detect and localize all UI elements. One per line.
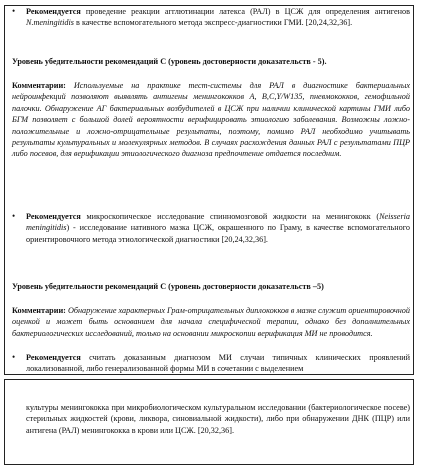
recommendation-3-continuation bbox=[26, 402, 410, 436]
comment-lead: Комментарии: bbox=[12, 306, 66, 315]
recommendation-lead: Рекомендуется bbox=[26, 212, 81, 221]
recommendation-text: ) - исследование нативного мазка ЦСЖ, окрашенного по Граму, в качестве вспомогательного ориентировочного метода этиологической диагностики [20,24,32,36]. bbox=[26, 223, 410, 244]
comment-text: Обнаружение характерных Грам-отрицательных диплококков в мазке служит ориентировочной оценкой и может быть основанием для начала специфической терапии, однако без дополнительных бактериологических исследований, только на основании микроскопии верификация МИ не проводится. bbox=[12, 306, 410, 338]
recommendation-3 bbox=[26, 352, 410, 375]
species-name: Neisseria meningitidis bbox=[26, 212, 410, 233]
recommendation-lead: Рекомендуется bbox=[26, 7, 81, 16]
species-name: N.meningitidis bbox=[26, 18, 74, 28]
evidence-level-text: Уровень убедительности рекомендаций С (уровень достоверности доказательств - 5). bbox=[12, 57, 327, 66]
evidence-level-1 bbox=[12, 56, 410, 67]
comment-1 bbox=[12, 80, 410, 160]
comment-lead: Комментарии: bbox=[12, 81, 66, 90]
recommendation-2 bbox=[26, 211, 410, 245]
evidence-level-2 bbox=[12, 281, 410, 292]
recommendation-text: в качестве вспомогательного метода экспресс-диагностики ГМИ. [20,24,32,36]. bbox=[74, 18, 353, 28]
bullet-icon: • bbox=[12, 6, 16, 16]
comment-text: Используемые на практике тест-системы для РАЛ в диагностике бактериальных нейроинфекций позволяют выявлять антигены менингококков A, B,C,Y/W135, пневмококков, гемофильной палочки. Обнаружение АГ бактериальных возбудителей в ЦСЖ при наличии клинической картины ГМИ либо БГМ позволяет с большой долей вероятности верифицировать этиологию заболевания. Возможны ложно-положительные и ложно-отрицательные результаты, поэтому, помимо РАЛ необходимо учитывать результаты культуральных и молекулярных методов. В случаях расхождения данных РАЛ с результатами ПЦР либо посевов, для верификации этиологического диагноза предпочтение отдается последним. bbox=[12, 81, 410, 159]
recommendation-text: проведение реакции агглютинации латекса (РАЛ) в ЦСЖ для определения антигенов bbox=[80, 7, 410, 16]
recommendation-1 bbox=[26, 6, 410, 29]
recommendation-lead: Рекомендуется bbox=[26, 353, 81, 362]
recommendation-text: культуры менингококка при микробиологическом культуральном исследовании (бактериологическое посеве) стерильных жидкостей (крови, ликвора, синовиальной жидкости), либо при обнаружении ДНК (ПЦР) или антигена (РАЛ) менингококка в крови или ЦСЖ. [20,32,36]. bbox=[26, 403, 410, 435]
recommendation-text: микроскопическое исследование спинномозговой жидкости на менингококк ( bbox=[80, 212, 380, 221]
comment-2 bbox=[12, 305, 410, 339]
bullet-icon: • bbox=[12, 211, 16, 221]
recommendation-text: считать доказанным диагнозом МИ случаи типичных клинических проявлений локализованной, либо генерализованной формы МИ в сочетании с выделением bbox=[26, 353, 410, 374]
bullet-icon: • bbox=[12, 352, 16, 362]
evidence-level-text: Уровень убедительности рекомендаций С (уровень достоверности доказательств –5) bbox=[12, 282, 324, 291]
